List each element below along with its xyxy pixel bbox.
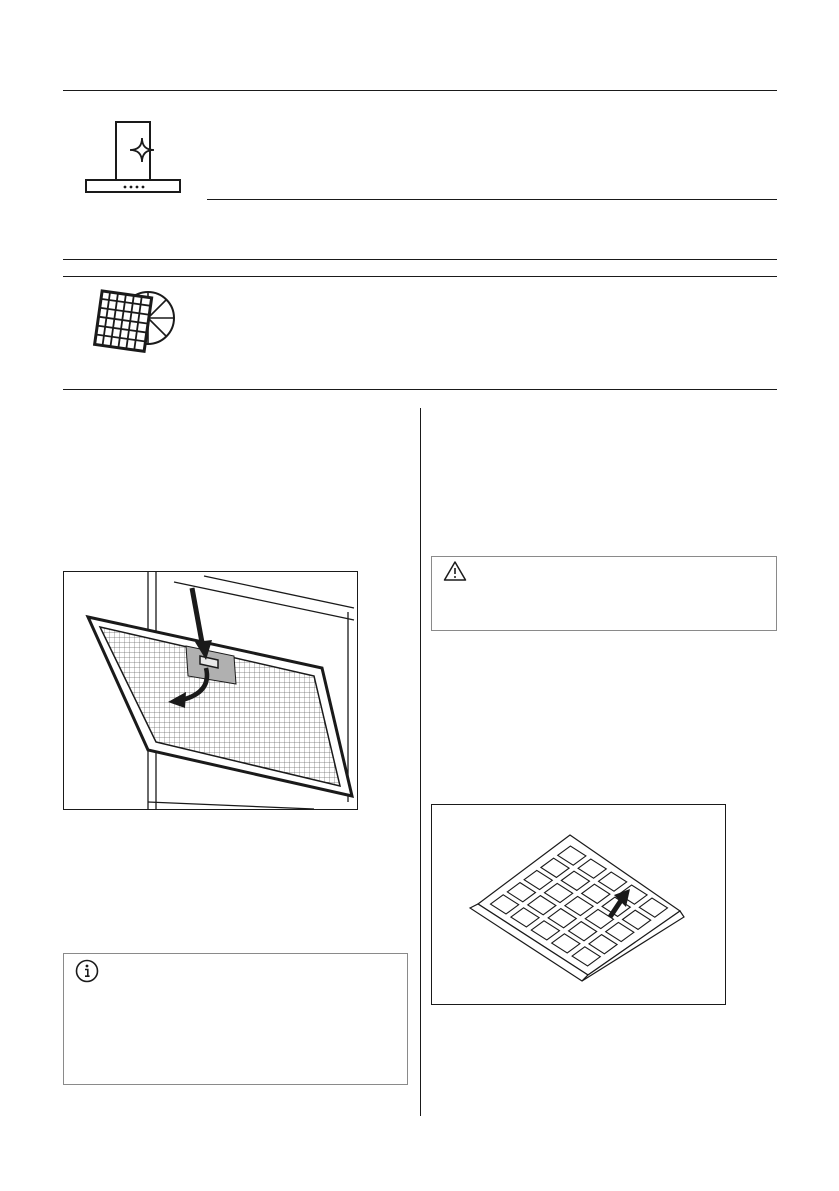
grease-and-charcoal-filter-icon bbox=[88, 284, 180, 360]
info-note-box bbox=[63, 953, 408, 1085]
charcoal-filter-illustration bbox=[431, 804, 726, 1005]
warning-note-box bbox=[431, 556, 777, 631]
filters-rule-top bbox=[63, 259, 777, 260]
filters-rule-bottom bbox=[63, 389, 777, 390]
filters-rule-second bbox=[63, 276, 777, 277]
warning-triangle-icon bbox=[443, 560, 467, 582]
column-divider bbox=[420, 408, 421, 1116]
hood-sparkle-icon bbox=[84, 120, 182, 196]
section-inner-rule bbox=[207, 199, 777, 200]
grease-filter-removal-illustration bbox=[63, 571, 358, 810]
top-rule bbox=[63, 90, 777, 91]
info-circle-icon bbox=[75, 959, 99, 983]
